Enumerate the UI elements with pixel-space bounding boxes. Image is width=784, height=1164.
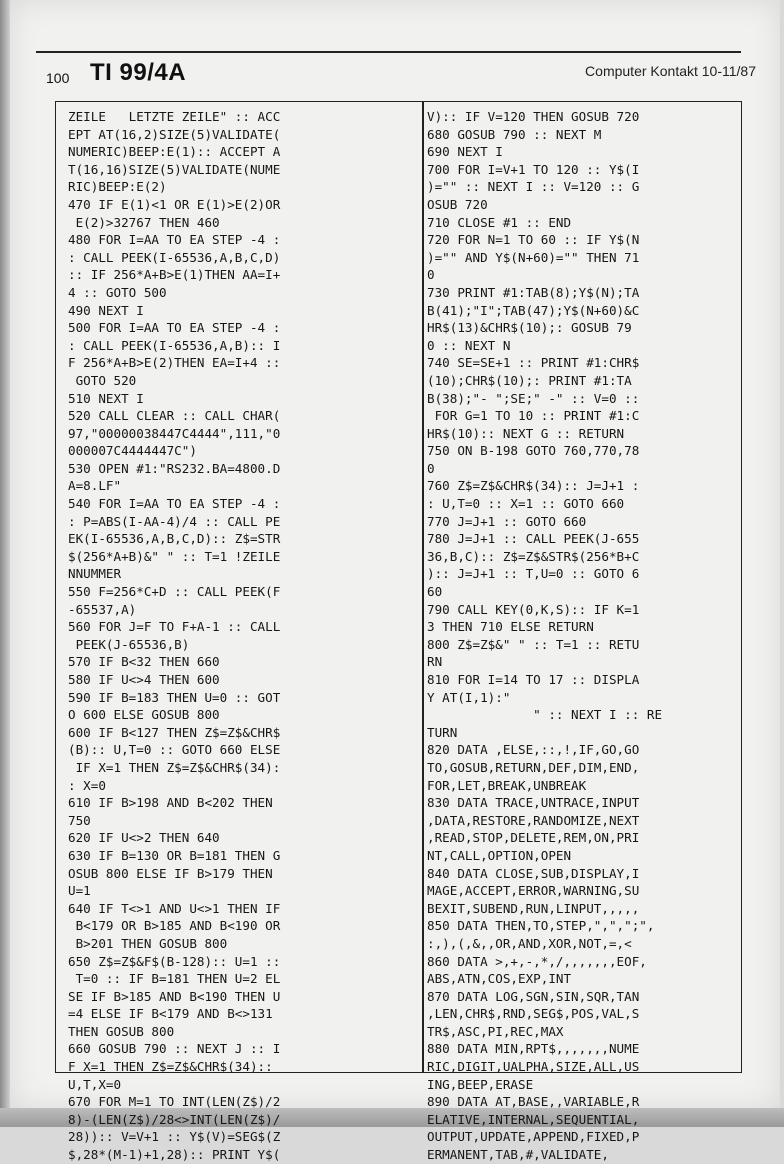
code-line: : CALL PEEK(I-65536,A,B):: I (68, 337, 281, 353)
code-line: :,),(,&,,OR,AND,XOR,NOT,=,< (427, 935, 632, 951)
code-line: OUTPUT,UPDATE,APPEND,FIXED,P (427, 1129, 640, 1145)
code-line: 600 IF B<127 THEN Z$=Z$&CHR$ (68, 724, 281, 740)
code-line: ERMANENT,TAB,#,VALIDATE, (427, 1147, 609, 1163)
code-line: 4 :: GOTO 500 (68, 284, 167, 300)
code-line: 890 DATA AT,BASE,,VARIABLE,R (427, 1094, 640, 1110)
code-line: -65537,A) (68, 601, 137, 617)
code-line: 36,B,C):: Z$=Z$&STR$(256*B+C (427, 548, 640, 564)
code-line: 750 ON B-198 GOTO 760,770,78 (427, 443, 640, 459)
code-line: 780 J=J+1 :: CALL PEEK(J-655 (427, 531, 640, 547)
code-line: 700 FOR I=V+1 TO 120 :: Y$(I (427, 161, 640, 177)
code-line: 610 IF B>198 AND B<202 THEN (68, 795, 273, 811)
code-line: 530 OPEN #1:"RS232.BA=4800.D (68, 460, 281, 476)
code-line: ABS,ATN,COS,EXP,INT (427, 971, 572, 987)
code-line: ING,BEEP,ERASE (427, 1076, 534, 1092)
code-line: NNUMMER (68, 566, 122, 582)
code-line: 630 IF B=130 OR B=181 THEN G (68, 847, 281, 863)
code-line: F 256*A+B>E(2)THEN EA=I+4 :: (68, 355, 281, 371)
listing-left-column (68, 108, 418, 1164)
code-line: 97,"00000038447C4444",111,"0 (68, 425, 281, 441)
code-line: 510 NEXT I (68, 390, 144, 406)
code-line: 0 (427, 267, 435, 283)
code-line: $,28*(M-1)+1,28):: PRINT Y$( (68, 1147, 281, 1163)
code-line: 750 (68, 812, 91, 828)
code-line: 740 SE=SE+1 :: PRINT #1:CHR$ (427, 355, 640, 371)
code-line: : X=0 (68, 777, 106, 793)
code-line: 550 F=256*C+D :: CALL PEEK(F (68, 584, 281, 600)
code-line: 540 FOR I=AA TO EA STEP -4 : (68, 496, 281, 512)
header-rule (36, 51, 741, 53)
code-line: 8)-(LEN(Z$)/28<>INT(LEN(Z$)/ (68, 1111, 281, 1127)
code-line: 0 (427, 460, 435, 476)
code-line: 660 GOSUB 790 :: NEXT J :: I (68, 1041, 281, 1057)
code-line: RN (427, 654, 443, 670)
code-line: :: IF 256*A+B>E(1)THEN AA=I+ (68, 267, 281, 283)
code-line: THEN GOSUB 800 (68, 1023, 175, 1039)
magazine-section-title: TI 99/4A (90, 59, 187, 86)
code-line: 60 (427, 584, 443, 600)
code-line: 790 CALL KEY(0,K,S):: IF K=1 (427, 601, 640, 617)
code-line: NT,CALL,OPTION,OPEN (427, 847, 572, 863)
code-line: 28)):: V=V+1 :: Y$(V)=SEG$(Z (68, 1129, 281, 1145)
code-line: PEEK(J-65536,B) (68, 636, 190, 652)
code-line: NUMERIC)BEEP:E(1):: ACCEPT A (68, 144, 281, 160)
code-line: 670 FOR M=1 TO INT(LEN(Z$)/2 (68, 1094, 281, 1110)
code-line: V):: IF V=120 THEN GOSUB 720 (427, 109, 640, 124)
code-line: )="" :: NEXT I :: V=120 :: G (427, 179, 640, 195)
code-line: FOR G=1 TO 10 :: PRINT #1:C (427, 408, 640, 424)
code-line: (B):: U,T=0 :: GOTO 660 ELSE (68, 742, 281, 758)
code-line: 590 IF B=183 THEN U=0 :: GOT (68, 689, 281, 705)
code-line: U=1 (68, 883, 91, 899)
code-line: O 600 ELSE GOSUB 800 (68, 707, 220, 723)
code-line: 480 FOR I=AA TO EA STEP -4 : (68, 232, 281, 248)
code-line: BEXIT,SUBEND,RUN,LINPUT,,,,, (427, 900, 640, 916)
code-line: ZEILE LETZTE ZEILE" :: ACC (68, 109, 281, 124)
code-line: $(256*A+B)&" " :: T=1 !ZEILE (68, 548, 281, 564)
code-line: 640 IF T<>1 AND U<>1 THEN IF (68, 900, 281, 916)
code-line: IF X=1 THEN Z$=Z$&CHR$(34): (68, 759, 281, 775)
code-line: 710 CLOSE #1 :: END (427, 214, 572, 230)
code-line: TURN (427, 724, 458, 740)
code-line: ,DATA,RESTORE,RANDOMIZE,NEXT (427, 812, 640, 828)
code-line: 560 FOR J=F TO F+A-1 :: CALL (68, 619, 281, 635)
code-line: 470 IF E(1)<1 OR E(1)>E(2)OR (68, 196, 281, 212)
column-divider (422, 101, 424, 1073)
code-line: : U,T=0 :: X=1 :: GOTO 660 (427, 496, 625, 512)
code-line: EPT AT(16,2)SIZE(5)VALIDATE( (68, 126, 281, 142)
code-line: E(2)>32767 THEN 460 (68, 214, 220, 230)
code-line: (10);CHR$(10);: PRINT #1:TA (427, 372, 632, 388)
code-line: RIC,DIGIT,UALPHA,SIZE,ALL,US (427, 1059, 640, 1075)
code-line: A=8.LF" (68, 478, 122, 494)
code-line: 860 DATA >,+,-,*,/,,,,,,,EOF, (427, 953, 647, 969)
code-line: ):: J=J+1 :: T,U=0 :: GOTO 6 (427, 566, 640, 582)
code-line: HR$(10):: NEXT G :: RETURN (427, 425, 625, 441)
code-line: 810 FOR I=14 TO 17 :: DISPLA (427, 672, 640, 687)
code-line: 720 FOR N=1 TO 60 :: IF Y$(N (427, 232, 640, 248)
code-line: 770 J=J+1 :: GOTO 660 (427, 513, 587, 529)
code-line: Y AT(I,1):" (427, 689, 511, 705)
code-line: MAGE,ACCEPT,ERROR,WARNING,SU (427, 883, 640, 899)
code-line: ,LEN,CHR$,RND,SEG$,POS,VAL,S (427, 1006, 640, 1022)
code-line: 800 Z$=Z$&" " :: T=1 :: RETU (427, 636, 640, 652)
code-line: OSUB 800 ELSE IF B>179 THEN (68, 865, 273, 881)
code-line: T=0 :: IF B=181 THEN U=2 EL (68, 971, 281, 987)
code-line: 000007C4444447C") (68, 443, 197, 459)
code-line: B(38);"- ";SE;" -" :: V=0 :: (427, 390, 640, 406)
code-line: : CALL PEEK(I-65536,A,B,C,D) (68, 249, 281, 265)
code-line: 680 GOSUB 790 :: NEXT M (427, 126, 602, 142)
code-line: 620 IF U<>2 THEN 640 (68, 830, 220, 846)
code-line: =4 ELSE IF B<179 AND B<>131 (68, 1006, 273, 1022)
code-line: 870 DATA LOG,SGN,SIN,SQR,TAN (427, 988, 640, 1004)
page-number: 100 (46, 70, 70, 86)
code-line: 500 FOR I=AA TO EA STEP -4 : (68, 320, 281, 336)
page-gutter-shadow (0, 0, 10, 1127)
code-line: T(16,16)SIZE(5)VALIDATE(NUME (68, 161, 281, 177)
code-line: 850 DATA THEN,TO,STEP,",",";", (427, 918, 655, 934)
code-line: )="" AND Y$(N+60)="" THEN 71 (427, 249, 640, 265)
code-line: 820 DATA ,ELSE,::,!,IF,GO,GO (427, 742, 640, 758)
code-line: FOR,LET,BREAK,UNBREAK (427, 777, 587, 793)
code-line: 830 DATA TRACE,UNTRACE,INPUT (427, 795, 640, 811)
code-line: U,T,X=0 (68, 1076, 122, 1092)
code-line: EK(I-65536,A,B,C,D):: Z$=STR (68, 531, 281, 547)
code-line: 650 Z$=Z$&F$(B-128):: U=1 :: (68, 953, 281, 969)
code-line: 690 NEXT I (427, 144, 503, 160)
code-line: 760 Z$=Z$&CHR$(34):: J=J+1 : (427, 478, 640, 494)
code-line: TR$,ASC,PI,REC,MAX (427, 1023, 564, 1039)
code-line: 730 PRINT #1:TAB(8);Y$(N);TA (427, 284, 640, 300)
issue-label: Computer Kontakt 10-11/87 (585, 63, 756, 79)
code-line: ELATIVE,INTERNAL,SEQUENTIAL, (427, 1111, 640, 1127)
code-line: 880 DATA MIN,RPT$,,,,,,,NUME (427, 1041, 640, 1057)
code-line: " :: NEXT I :: RE (427, 707, 663, 723)
code-line: B<179 OR B>185 AND B<190 OR (68, 918, 281, 934)
code-line: SE IF B>185 AND B<190 THEN U (68, 988, 281, 1004)
code-line: ,READ,STOP,DELETE,REM,ON,PRI (427, 830, 640, 846)
code-line: 580 IF U<>4 THEN 600 (68, 672, 220, 687)
code-line: GOTO 520 (68, 372, 137, 388)
code-line: 520 CALL CLEAR :: CALL CHAR( (68, 408, 281, 424)
code-line: F X=1 THEN Z$=Z$&CHR$(34):: (68, 1059, 273, 1075)
code-line: TO,GOSUB,RETURN,DEF,DIM,END, (427, 759, 640, 775)
code-line: B(41);"I";TAB(47);Y$(N+60)&C (427, 302, 640, 318)
code-line: 570 IF B<32 THEN 660 (68, 654, 220, 670)
code-line: : P=ABS(I-AA-4)/4 :: CALL PE (68, 513, 281, 529)
code-line: 0 :: NEXT N (427, 337, 511, 353)
code-line: B>201 THEN GOSUB 800 (68, 935, 228, 951)
code-line: RIC)BEEP:E(2) (68, 179, 167, 195)
code-line: OSUB 720 (427, 196, 488, 212)
code-line: 490 NEXT I (68, 302, 144, 318)
code-line: HR$(13)&CHR$(10);: GOSUB 79 (427, 320, 632, 336)
listing-right-column (427, 108, 739, 1164)
code-line: 3 THEN 710 ELSE RETURN (427, 619, 594, 635)
code-line: 840 DATA CLOSE,SUB,DISPLAY,I (427, 865, 640, 881)
